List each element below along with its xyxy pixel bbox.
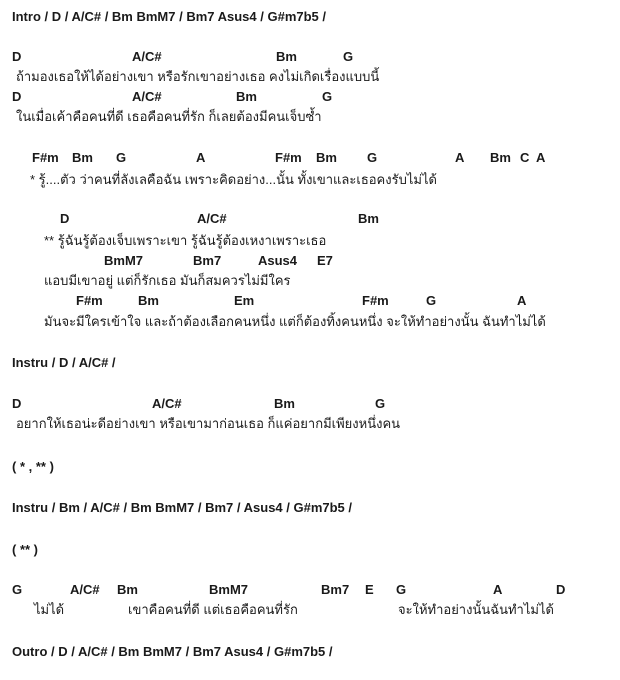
chord: A/C# — [197, 211, 227, 226]
instru-line: Instru / Bm / A/C# / Bm BmM7 / Bm7 / Asus4 / G#m7b5 / — [12, 500, 353, 515]
lyric-line: แอบมีเขาอยู่ แต่ก็รักเธอ มันก็สมควรไม่มีใคร — [44, 273, 291, 288]
lyric-line: ถ้ามองเธอให้ได้อย่างเขา หรือรักเขาอย่างเธอ คงไม่เกิดเรื่องแบบนี้ — [16, 69, 380, 84]
lyric-line: ** รู้ฉันรู้ต้องเจ็บเพราะเขา รู้ฉันรู้ต้องเหงาเพราะเธอ — [44, 233, 327, 248]
chord: G — [396, 582, 407, 597]
chord: G — [116, 150, 127, 165]
chord: Bm — [358, 211, 379, 226]
chord: Bm — [274, 396, 295, 411]
chord: D — [12, 49, 22, 64]
chord: E7 — [317, 253, 333, 268]
chord: A/C# — [152, 396, 182, 411]
lyric-fragment: จะให้ทำอย่างนั้นฉันทำไม่ได้ — [398, 602, 554, 617]
chord: Asus4 — [258, 253, 298, 268]
chord: BmM7 — [209, 582, 249, 597]
chord: A — [517, 293, 527, 308]
lyric-line: อยากให้เธอน่ะดีอย่างเขา หรือเขามาก่อนเธอ ก็แค่อยากมีเพียงหนึ่งคน — [16, 416, 401, 431]
chord: A/C# — [132, 49, 162, 64]
chord: A/C# — [70, 582, 100, 597]
chord: F#m — [362, 293, 389, 308]
chord: D — [12, 89, 22, 104]
chord: Bm — [276, 49, 297, 64]
lyric-line: * รู้....ตัว ว่าคนที่ลังเลคือฉัน เพราะคิดอย่าง...นั้น ทั้งเขาและเธอคงรับไม่ได้ — [30, 172, 437, 187]
lyric-fragment: ไม่ได้ — [34, 602, 65, 617]
instru-line: Instru / D / A/C# / — [12, 355, 116, 370]
outro-line: Outro / D / A/C# / Bm BmM7 / Bm7 Asus4 / G#m7b5 / — [12, 644, 333, 659]
chord: A — [536, 150, 546, 165]
chord: F#m — [275, 150, 302, 165]
chord: D — [12, 396, 22, 411]
chord: Bm — [117, 582, 138, 597]
chord: Bm7 — [321, 582, 350, 597]
repeat-marker: ( * , ** ) — [12, 459, 54, 474]
chord: F#m — [32, 150, 59, 165]
chord: Bm — [72, 150, 93, 165]
chord: C — [520, 150, 530, 165]
chord: Em — [234, 293, 255, 308]
chord: A — [455, 150, 465, 165]
chord: A — [196, 150, 206, 165]
chord: F#m — [76, 293, 103, 308]
chord: G — [322, 89, 333, 104]
chord: G — [426, 293, 437, 308]
lyric-line: ในเมื่อเค้าคือคนที่ดี เธอคือคนที่รัก ก็เลยต้องมีคนเจ็บซ้ำ — [16, 109, 322, 124]
chord: BmM7 — [104, 253, 144, 268]
chord: A/C# — [132, 89, 162, 104]
chord: G — [343, 49, 354, 64]
chord: Bm — [316, 150, 337, 165]
chord: E — [365, 582, 374, 597]
chord: G — [12, 582, 23, 597]
intro-line: Intro / D / A/C# / Bm BmM7 / Bm7 Asus4 / G#m7b5 / — [12, 9, 326, 24]
lyric-line: มันจะมีใครเข้าใจ และถ้าต้องเลือกคนหนึ่ง แต่ก็ต้องทิ้งคนหนึ่ง จะให้ทำอย่างนั้น ฉันทำไม่ได้ — [44, 314, 546, 329]
chord: G — [367, 150, 378, 165]
chord: A — [493, 582, 503, 597]
chord: Bm7 — [193, 253, 222, 268]
repeat-marker: ( ** ) — [12, 542, 38, 557]
chord: D — [60, 211, 70, 226]
chord: Bm — [138, 293, 159, 308]
chord: Bm — [490, 150, 511, 165]
chord: Bm — [236, 89, 257, 104]
chord: G — [375, 396, 386, 411]
lyric-fragment: เขาคือคนที่ดี แต่เธอคือคนที่รัก — [128, 602, 298, 617]
chord: D — [556, 582, 566, 597]
